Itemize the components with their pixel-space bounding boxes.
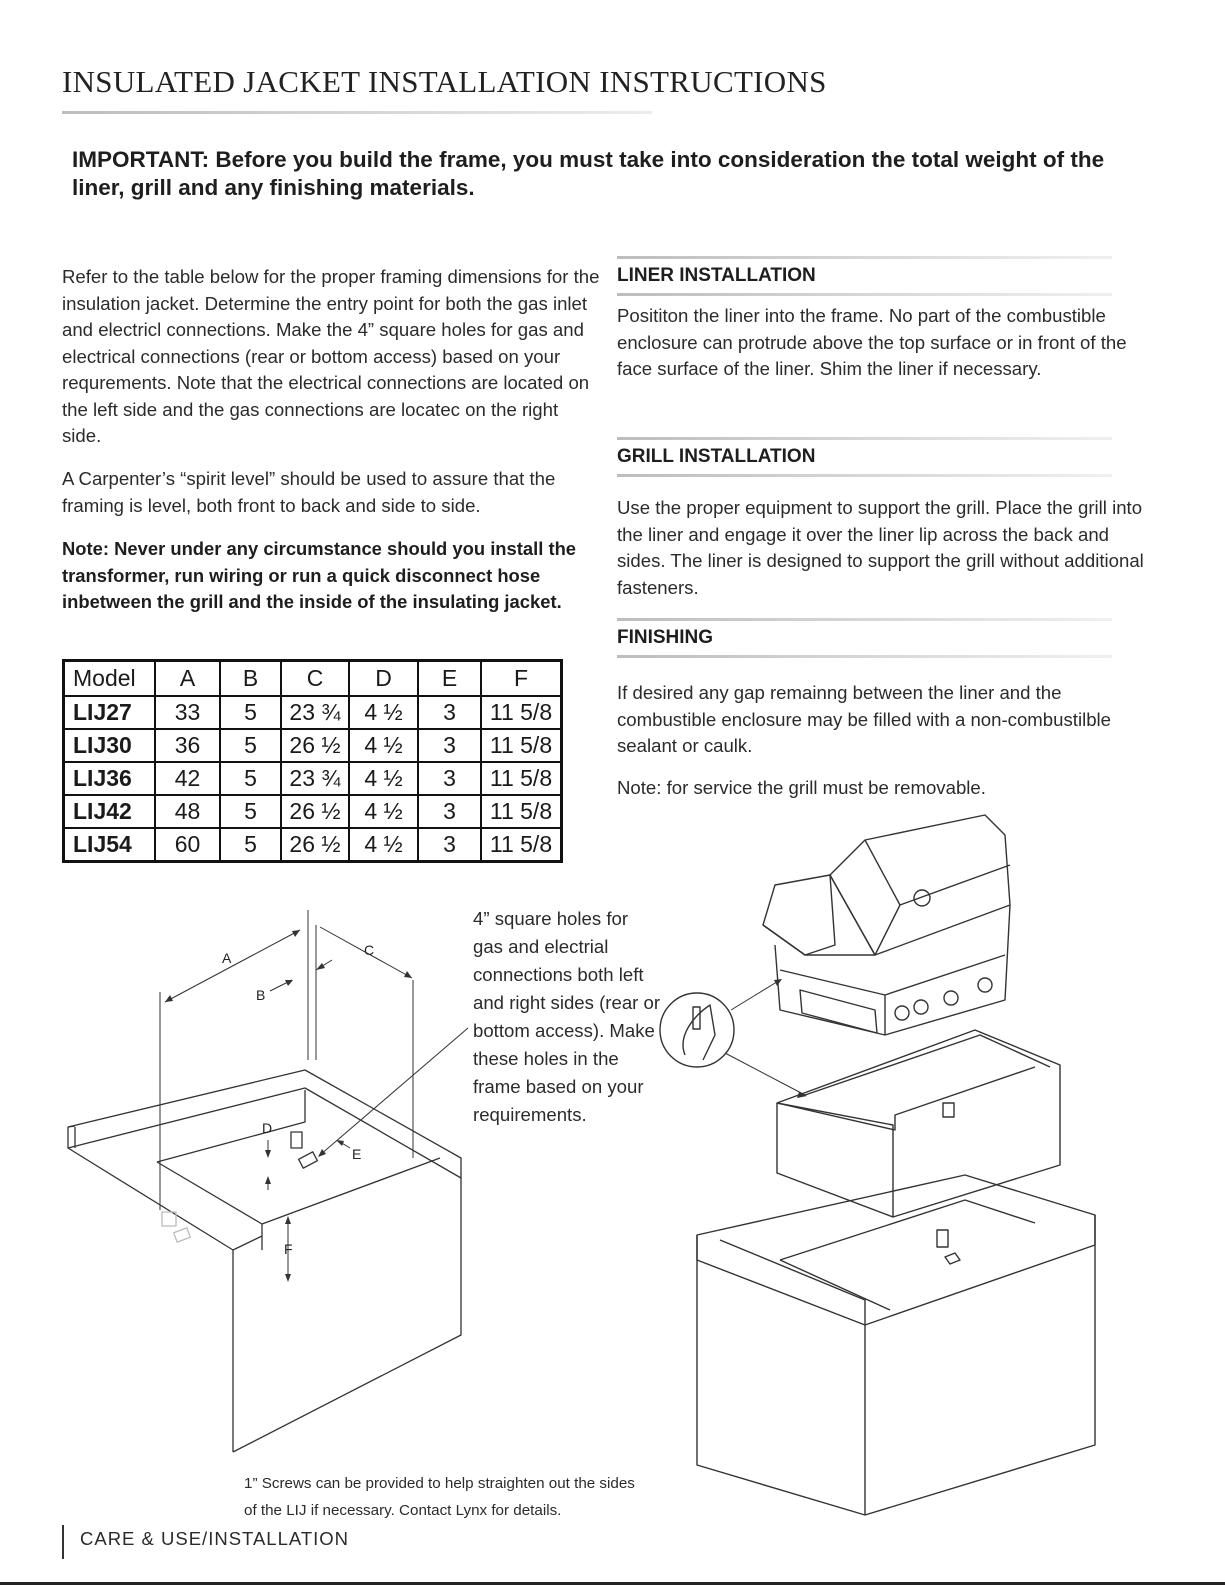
model-cell: LIJ36 <box>64 762 156 795</box>
footer-accent-bar <box>62 1525 64 1559</box>
label-e: E <box>352 1146 362 1162</box>
label-c: C <box>364 942 375 958</box>
dim-e-cell: 3 <box>418 762 481 795</box>
dim-d-cell: 4 ½ <box>349 729 418 762</box>
dim-b-cell: 5 <box>220 696 281 729</box>
grill-installation-text: Use the proper equipment to support the grill. Place the grill into the liner and engage it over the liner lip across the back and sides. The liner is designed to support the grill without additional fasteners. <box>617 497 1144 598</box>
dim-d-cell: 4 ½ <box>349 762 418 795</box>
table-row <box>64 828 562 862</box>
model-cell: LIJ54 <box>64 828 156 862</box>
dim-e-cell: 3 <box>418 729 481 762</box>
title-divider <box>62 111 652 114</box>
spirit-level-paragraph: A Carpenter’s “spirit level” should be used to assure that the framing is level, both front to back and side to side. <box>62 468 556 516</box>
dim-c-cell: 26 ½ <box>281 828 349 862</box>
footer-label: CARE & USE/INSTALLATION <box>80 1528 350 1549</box>
column-header-b: B <box>220 661 281 697</box>
dim-a-cell: 33 <box>155 696 220 729</box>
holes-caption: 4” square holes for gas and electrial connections both left and right sides (rear or bottom access). Make these holes in the frame based on your requirements. <box>473 908 661 1125</box>
temperature-gauge <box>914 890 930 906</box>
label-a: A <box>222 950 232 966</box>
control-knob-2 <box>914 1000 928 1014</box>
label-d: D <box>262 1120 273 1136</box>
wiring-warning-note: Note: Never under any circumstance should you install the transformer, run wiring or run a quick disconnect hose inbetween the grill and the inside of the insulating jacket. <box>62 538 577 612</box>
dim-c-cell: 26 ½ <box>281 729 349 762</box>
dim-b-cell: 5 <box>220 795 281 828</box>
table-row <box>64 762 562 795</box>
column-header-c: C <box>281 661 349 697</box>
table-header-row <box>64 661 562 697</box>
finishing-heading: FINISHING <box>617 627 714 648</box>
dim-f-cell: 11 5/8 <box>481 729 562 762</box>
model-cell: LIJ27 <box>64 696 156 729</box>
dim-c-cell: 26 ½ <box>281 795 349 828</box>
lip-detail-callout <box>660 993 734 1067</box>
column-header-e: E <box>418 661 481 697</box>
table-row <box>64 729 562 762</box>
dim-a-cell: 42 <box>155 762 220 795</box>
control-knob-4 <box>978 978 992 992</box>
dim-f-cell: 11 5/8 <box>481 828 562 862</box>
dim-e-cell: 3 <box>418 795 481 828</box>
dim-a-cell: 60 <box>155 828 220 862</box>
framing-dimensions-diagram <box>0 900 480 1470</box>
dim-e-cell: 3 <box>418 696 481 729</box>
frame-hole <box>937 1230 948 1247</box>
liner-installation-text: Posititon the liner into the frame. No part of the combustible enclosure can protrude above the top surface or in front of the face surface of the liner. Shim the liner if necessary. <box>617 305 1127 379</box>
column-header-f: F <box>481 661 562 697</box>
grill-installation-heading: GRILL INSTALLATION <box>617 446 816 467</box>
dim-a-cell: 36 <box>155 729 220 762</box>
dim-f-cell: 11 5/8 <box>481 696 562 729</box>
dimension-line-a <box>165 930 300 1002</box>
dim-f-cell: 11 5/8 <box>481 762 562 795</box>
important-notice: IMPORTANT: Before you build the frame, you must take into consideration the total weight of the liner, grill and any finishing materials. <box>72 147 1105 200</box>
liner-section-rule-bottom <box>617 293 1112 296</box>
screws-caption: 1” Screws can be provided to help straighten out the sides of the LIJ if necessary. Contact Lynx for details. <box>244 1475 635 1519</box>
dim-a-cell: 48 <box>155 795 220 828</box>
service-note: Note: for service the grill must be removable. <box>617 777 986 798</box>
dim-c-cell: 23 ¾ <box>281 762 349 795</box>
column-header-d: D <box>349 661 418 697</box>
column-header-model: Model <box>64 661 156 697</box>
intro-paragraph: Refer to the table below for the proper framing dimensions for the insulation jacket. Determine the entry point for both the gas inlet and electricl connections. Make the 4” square holes for gas and electrical connections (rear or bottom access) based on your requrements. Note that the electrical connections are located on the left side and the gas connections are locatec on the right side. <box>62 266 600 446</box>
table-row <box>64 696 562 729</box>
frame-inner-front <box>157 1162 262 1250</box>
grill-illustration <box>763 815 1010 1035</box>
frame-illustration <box>697 1175 1095 1515</box>
dim-d-cell: 4 ½ <box>349 795 418 828</box>
liner-illustration <box>777 1030 1060 1217</box>
finishing-section-rule-bottom <box>617 655 1112 658</box>
dim-b-cell: 5 <box>220 762 281 795</box>
control-knob-3 <box>944 991 958 1005</box>
page-title: INSULATED JACKET INSTALLATION INSTRUCTIONS <box>62 64 827 99</box>
bottom-hole <box>299 1152 318 1168</box>
liner-installation-heading: LINER INSTALLATION <box>617 265 816 286</box>
dim-b-cell: 5 <box>220 828 281 862</box>
model-cell: LIJ42 <box>64 795 156 828</box>
finishing-text: If desired any gap remainng between the liner and the combustible enclosure may be filled with a non-combustilble sealant or caulk. <box>617 682 1112 756</box>
finishing-section-rule-top <box>617 618 1112 621</box>
model-cell: LIJ30 <box>64 729 156 762</box>
liner-section-rule-top <box>617 256 1112 259</box>
rear-hole <box>291 1132 302 1148</box>
liner-hole <box>943 1103 954 1117</box>
dim-f-cell: 11 5/8 <box>481 795 562 828</box>
grill-section-rule-bottom <box>617 474 1112 477</box>
dim-b-cell: 5 <box>220 729 281 762</box>
grill-assembly-diagram <box>655 805 1125 1520</box>
dim-e-cell: 3 <box>418 828 481 862</box>
dim-d-cell: 4 ½ <box>349 696 418 729</box>
column-header-a: A <box>155 661 220 697</box>
label-f: F <box>284 1241 293 1257</box>
table-row <box>64 795 562 828</box>
frame-left-outline <box>68 1127 233 1452</box>
grill-section-rule-top <box>617 437 1112 440</box>
dim-d-cell: 4 ½ <box>349 828 418 862</box>
dimensions-table <box>62 659 563 863</box>
label-b: B <box>256 987 266 1003</box>
control-knob-1 <box>895 1006 909 1020</box>
dim-c-cell: 23 ¾ <box>281 696 349 729</box>
